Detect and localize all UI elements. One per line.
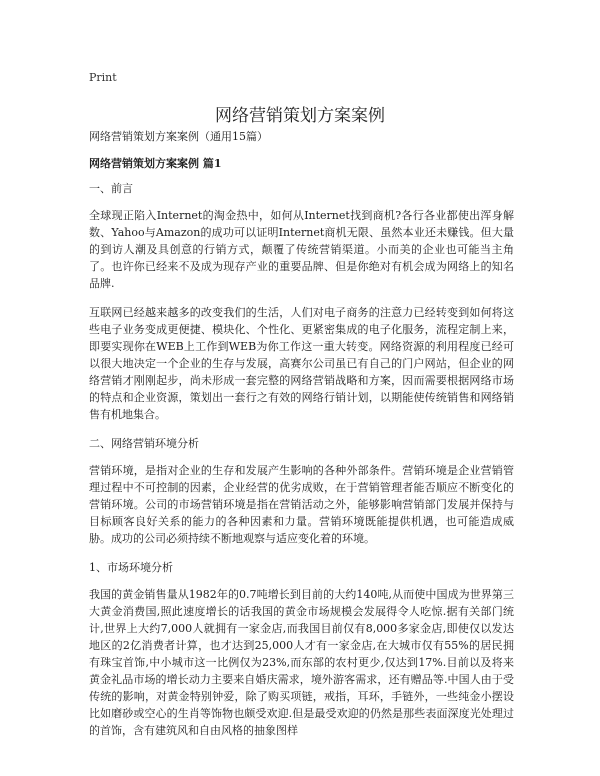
paragraph: 互联网已经越来越多的改变我们的生活，人们对电子商务的注意力已经转变到如何将这些电子业务变成更便捷、模块化、个性化、更紧密集成的电子化服务，流程定制上来，即要实现你在WEB上工作到WEB为你工作这一重大转变。网络资源的利用程度已经可以很大地决定一个企业的生存与发展，高赛尔公司虽已有自己的门户网站，但企业的网络营销才刚刚起步，尚未形成一套完整的网络营销战略和方案，因而需要根据网络市场的特点和企业资源，策划出一套行之有效的网络行销计划，以期能使传统销售和网络销售有机地集合。 <box>89 306 514 421</box>
print-label: Print <box>89 71 117 84</box>
section-heading-preface: 一、前言 <box>89 182 133 195</box>
subsection-heading-market: 1、市场环境分析 <box>89 561 173 574</box>
document-body <box>89 128 514 751</box>
paragraph: 全球现正陷入Internet的淘金热中，如何从Internet找到商机?各行各业都使出浑身解数、Yahoo与Amazon的成功可以证明Internet商机无限、虽然本业还未赚钱。但大量的到访人潮及具创意的行销方式，颠覆了传统营销渠道。小而美的企业也可能当主角了。也许你已经来不及成为现存产业的重要品牌、但是你绝对有机会成为网络上的知名品牌. <box>89 209 514 290</box>
article-heading: 网络营销策划方案案例 篇1 <box>89 157 222 170</box>
paragraph: 营销环境，是指对企业的生存和发展产生影响的各种外部条件。营销环境是企业营销管理过程中不可控制的因素，企业经营的优劣成败，在于营销管理者能否顺应不断变化的营销环境。公司的市场营销环境是指在营销活动之外，能够影响营销部门发展并保持与目标顾客良好关系的能力的各种因素和力量。营销环境既能提供机遇，也可能造成威胁。成功的公司必须持续不断地观察与适应变化着的环境。 <box>89 464 514 545</box>
paragraph: 我国的黄金销售量从1982年的0.7吨增长到目前的大约140吨,从而使中国成为世界第三大黄金消费国,照此速度增长的话我国的黄金市场规模会发展得令人吃惊.据有关部门统计,世界上大约7,000人就拥有一家金店,而我国目前仅有8,000多家金店,即使仅以发达地区的2亿消费者计算，也才达到25,000人才有一家金店,在大城市仅有55%的居民拥有珠宝首饰,中小城市这一比例仅为23%,而东部的农村更少,仅达到17%.目前以及将来黄金礼品市场的增长动力主要来自婚庆需求，境外游客需求，还有赠品等.中国人由于受传统的影响，对黄金特别钟爱，除了购买项链，戒指，耳环，手链外，一些纯金小摆设比如磨砂或空心的生肖等饰物也颇受欢迎.但是最受欢迎的仍然是那些表面深度光处理过的首饰，含有建筑风和自由风格的抽象图样 <box>89 588 514 737</box>
document-subtitle: 网络营销策划方案案例（通用15篇） <box>89 130 268 143</box>
section-heading-environment: 二、网络营销环境分析 <box>89 437 199 450</box>
document-title: 网络营销策划方案案例 <box>215 106 385 126</box>
